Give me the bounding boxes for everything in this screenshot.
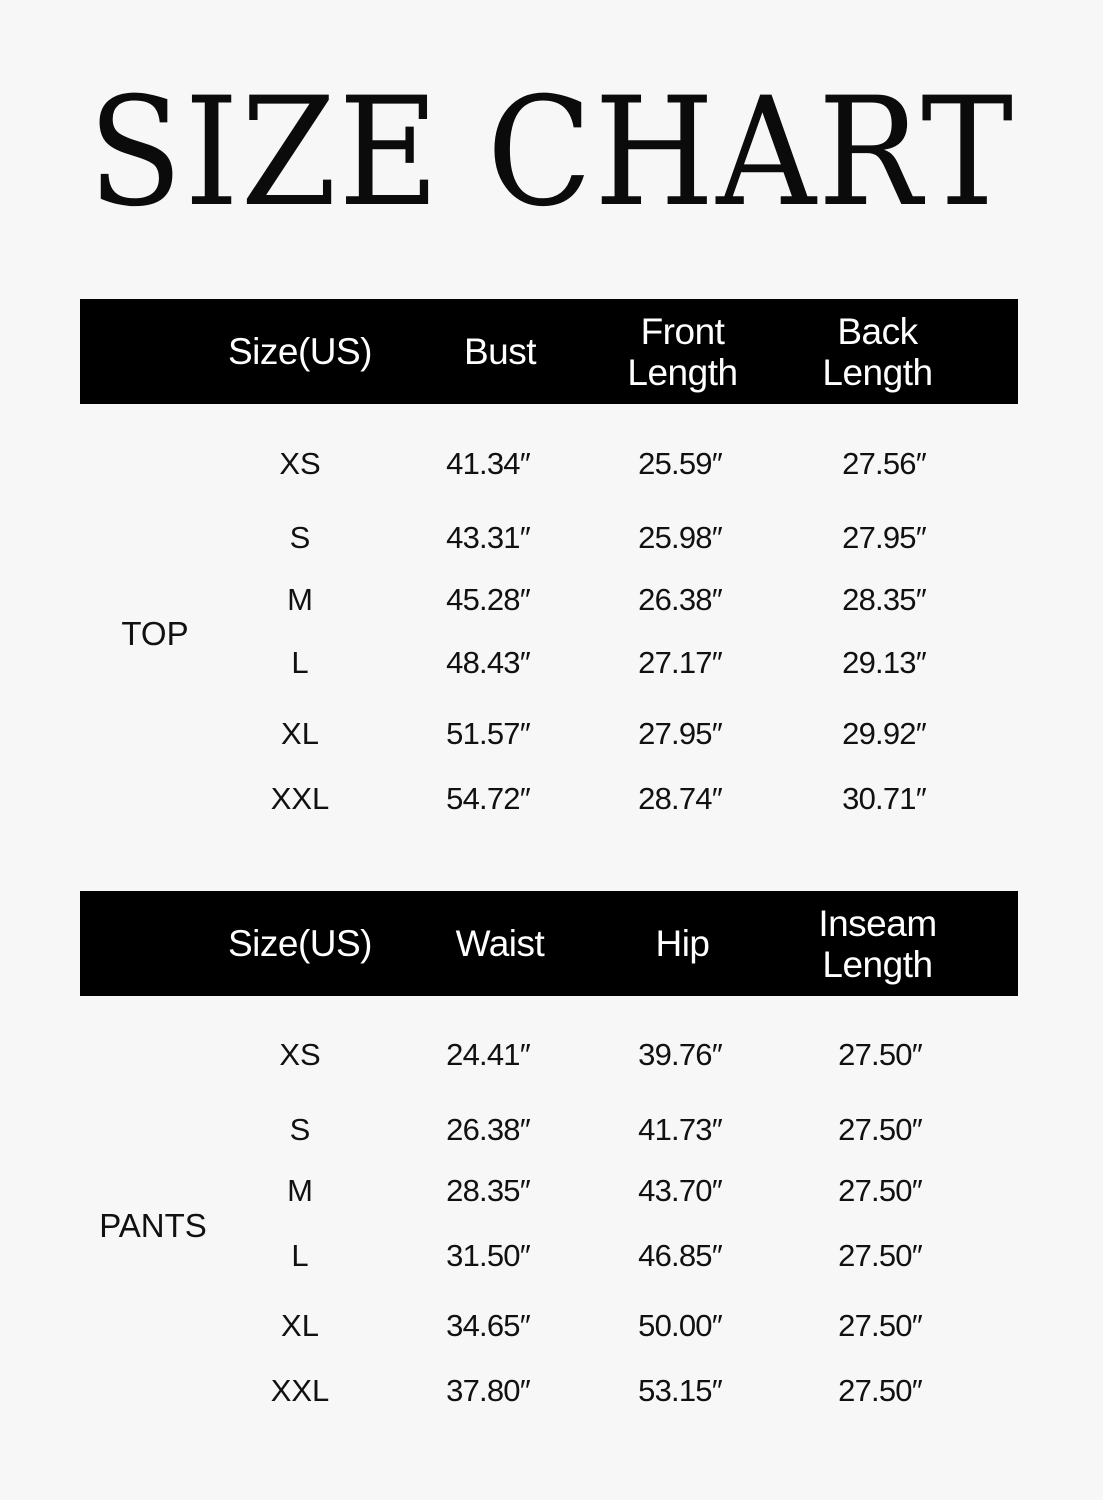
top-cell-c1: 43.31″ <box>446 520 530 555</box>
header-back-length <box>790 299 965 404</box>
top-cell-c2: 27.17″ <box>638 645 722 680</box>
header-inseam-length-line2: Length <box>822 943 933 985</box>
top-cell-c1: 41.34″ <box>446 446 530 481</box>
pants-cell-c1: 28.35″ <box>446 1173 530 1208</box>
pants-cell-c1: 24.41″ <box>446 1037 530 1072</box>
top-cell-size: L <box>291 645 309 680</box>
page-title: SIZE CHART <box>87 66 1016 240</box>
top-cell-size: XS <box>279 446 321 481</box>
pants-cell-c3: 27.50″ <box>838 1238 922 1273</box>
header-inseam-length <box>790 891 965 996</box>
top-cell-c1: 48.43″ <box>446 645 530 680</box>
top-cell-c3: 30.71″ <box>842 781 926 816</box>
pants-cell-c3: 27.50″ <box>838 1112 922 1147</box>
top-cell-c2: 25.59″ <box>638 446 722 481</box>
header-size <box>220 299 380 404</box>
top-group-label: TOP <box>121 615 189 652</box>
header-front-length <box>600 299 765 404</box>
top-cell-size: XL <box>281 716 319 751</box>
header-size-label: Size(US) <box>227 331 373 372</box>
header-waist-label: Waist <box>455 923 545 964</box>
top-cell-c3: 28.35″ <box>842 582 926 617</box>
top-cell-c1: 51.57″ <box>446 716 530 751</box>
pants-group-label: PANTS <box>99 1207 207 1244</box>
header-hip-label: Hip <box>655 923 710 964</box>
pants-cell-size: L <box>291 1238 309 1273</box>
top-cell-size: S <box>289 520 311 555</box>
top-cell-c3: 27.56″ <box>842 446 926 481</box>
pants-cell-c3: 27.50″ <box>838 1308 922 1343</box>
pants-cell-c2: 53.15″ <box>638 1373 722 1408</box>
header-bust <box>420 299 580 404</box>
pants-cell-c3: 27.50″ <box>838 1373 922 1408</box>
top-table-header <box>80 299 1018 404</box>
pants-cell-c2: 41.73″ <box>638 1112 722 1147</box>
pants-cell-c2: 43.70″ <box>638 1173 722 1208</box>
header-bust-label: Bust <box>463 331 537 372</box>
top-cell-size: M <box>287 582 313 617</box>
pants-cell-size: S <box>289 1112 311 1147</box>
pants-cell-size: XXL <box>270 1373 330 1408</box>
top-cell-size: XXL <box>270 781 330 816</box>
top-cell-c1: 45.28″ <box>446 582 530 617</box>
header-size <box>220 891 380 996</box>
pants-cell-c1: 34.65″ <box>446 1308 530 1343</box>
header-size-label: Size(US) <box>227 923 373 964</box>
top-cell-c2: 25.98″ <box>638 520 722 555</box>
pants-cell-c2: 50.00″ <box>638 1308 722 1343</box>
pants-cell-c1: 26.38″ <box>446 1112 530 1147</box>
header-front-length-line1: Front <box>640 310 725 352</box>
pants-cell-c1: 37.80″ <box>446 1373 530 1408</box>
header-back-length-line2: Length <box>822 351 933 393</box>
header-waist <box>420 891 580 996</box>
pants-cell-size: XL <box>281 1308 319 1343</box>
top-cell-c3: 29.92″ <box>842 716 926 751</box>
pants-cell-c2: 39.76″ <box>638 1037 722 1072</box>
top-cell-c2: 26.38″ <box>638 582 722 617</box>
header-front-length-line2: Length <box>627 351 738 393</box>
top-cell-c1: 54.72″ <box>446 781 530 816</box>
top-cell-c2: 28.74″ <box>638 781 722 816</box>
top-cell-c2: 27.95″ <box>638 716 722 751</box>
pants-cell-c2: 46.85″ <box>638 1238 722 1273</box>
pants-cell-c1: 31.50″ <box>446 1238 530 1273</box>
pants-table-header <box>80 891 1018 996</box>
pants-cell-size: XS <box>279 1037 321 1072</box>
pants-cell-c3: 27.50″ <box>838 1037 922 1072</box>
header-hip <box>600 891 765 996</box>
header-back-length-line1: Back <box>837 310 918 352</box>
header-inseam-length-line1: Inseam <box>818 902 937 944</box>
top-cell-c3: 29.13″ <box>842 645 926 680</box>
top-cell-c3: 27.95″ <box>842 520 926 555</box>
pants-cell-size: M <box>287 1173 313 1208</box>
pants-cell-c3: 27.50″ <box>838 1173 922 1208</box>
